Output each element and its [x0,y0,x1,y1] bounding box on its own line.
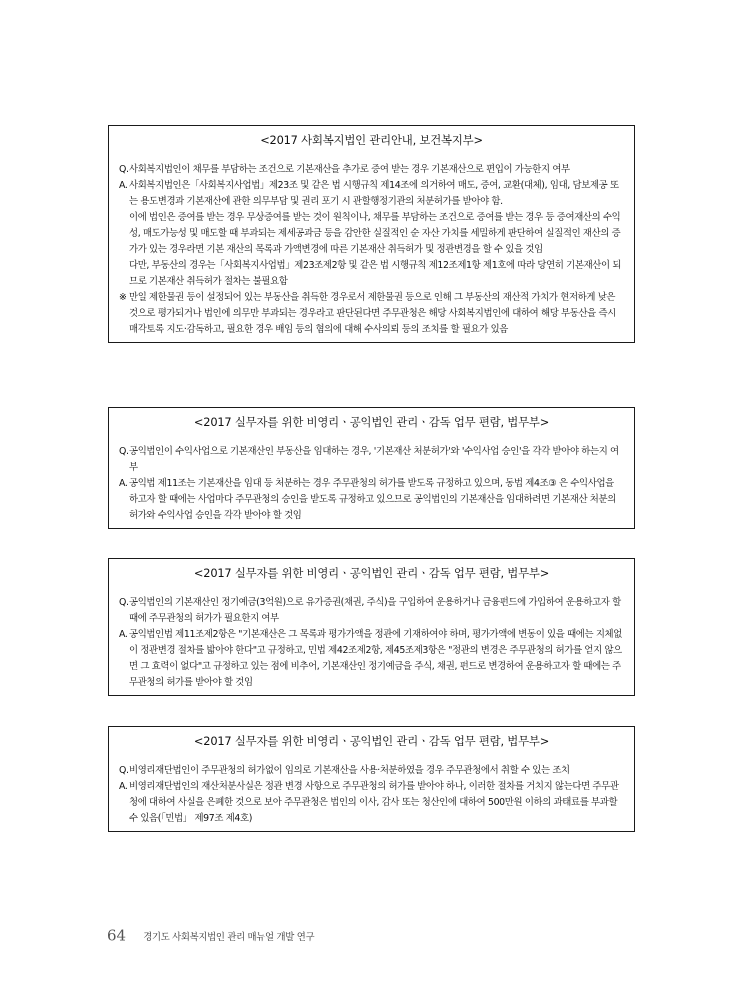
question-item [119,162,624,178]
answer-item [119,476,624,524]
note-item [119,290,624,338]
answer-paragraph: 다만, 부동산의 경우는「사회복지사업법」제23조제2항 및 같은 법 시행규칙 제12조제1항 제1호에 따라 당연히 기본재산이 되므로 기본재산 취득허가 절차는 불필요함 [129,260,622,287]
running-title: 경기도 사회복지법인 관리 매뉴얼 개발 연구 [143,931,315,943]
answer-text: 공익법 제11조는 기본재산을 임대 등 처분하는 경우 주무관청의 허가를 받도록 규정하고 있으며, 동법 제4조③ 은 수익사업을 하고자 할 때에는 사업마다 주무관청의 승인을 받도록 규정하고 있으므로 공익법인의 기본재산을 임대하려면 기본재산 처분의 허가와 수익사업 승인을 각각 받아야 할 것임 [129,478,616,521]
page-footer [107,925,314,945]
answer-marker: A. [119,781,128,792]
qa-box-securities-investment [108,558,635,696]
box-title: <2017 실무자를 위한 비영리ㆍ공익법인 관리ㆍ감독 업무 편람, 법무부> [193,734,550,748]
question-marker: Q. [119,765,129,776]
question-text: 비영리재단법인이 주무관청의 허가없이 임의로 기본재산을 사용·처분하였을 경우 주무관청에서 취할 수 있는 조치 [129,765,570,776]
box-title: <2017 실무자를 위한 비영리ㆍ공익법인 관리ㆍ감독 업무 편람, 법무부> [193,415,550,429]
question-marker: Q. [119,597,129,608]
question-text: 사회복지법인이 채무를 부담하는 조건으로 기본재산을 추가로 증여 받는 경우 기본재산으로 편입이 가능한지 여부 [129,164,570,175]
qa-box-unauthorized-disposal [108,726,635,832]
qa-box-welfare-guide [108,125,635,343]
answer-marker: A. [119,180,128,191]
qa-box-lease-approval [108,407,635,529]
answer-marker: A. [119,629,128,640]
answer-paragraph: 이에 법인은 증여를 받는 경우 무상증여를 받는 것이 원칙이나, 채무를 부담하는 조건으로 증여를 받는 경우 등 증여재산의 수익성, 매도가능성 및 매도할 때 부과되는 제세공과금 등을 감안한 실질적인 순 자산 가치를 세밀하게 판단하여 실질적인 재산의 증가가 있는 경우라면 기본 재산의 목록과 가액변경에 따른 기본재산 취득허가 및 정관변경을 할 수 있을 것임 [129,212,621,255]
question-item [119,595,624,627]
note-text: 만일 제한물권 등이 설정되어 있는 부동산을 취득한 경우로서 제한물권 등으로 인해 그 부동산의 재산적 가치가 현저하게 낮은 것으로 평가되거나 법인에 의무만 부과되는 경우라고 판단된다면 주무관청은 해당 사회복지법인에 대하여 해당 부동산을 즉시 매각토록 지도·감독하고, 필요한 경우 배임 등의 혐의에 대해 수사의뢰 등의 조치를 할 필요가 있음 [129,292,616,335]
page-number: 64 [107,926,127,945]
answer-text: 공익법인법 제11조제2항은 "기본재산은 그 목록과 평가가액을 정관에 기재하여야 하며, 평가가액에 변동이 있을 때에는 지체없이 정관변경 절차를 밟아야 한다"고 규정하고, 민법 제42조제2항, 제45조제3항은 "정관의 변경은 주무관청의 허가를 얻지 않으면 그 효력이 없다"고 규정하고 있는 점에 비추어, 기본재산인 정기예금을 주식, 채권, 펀드로 변경하여 운용하고자 할 때에는 주무관청의 허가를 받아야 할 것임 [129,629,622,688]
answer-paragraph: 사회복지법인은「사회복지사업법」제23조 및 같은 법 시행규칙 제14조에 의거하여 매도, 증여, 교환(대체), 임대, 담보제공 또는 용도변경과 기본재산에 관한 의무부담 및 권리 포기 시 관할행정기관의 처분허가를 받아야 함. [129,180,619,207]
question-text: 공익법인이 수익사업으로 기본재산인 부동산을 임대하는 경우, '기본재산 처분허가'와 '수익사업 승인'을 각각 받아야 하는지 여부 [129,446,619,473]
question-item [119,763,624,779]
answer-item [119,779,624,827]
answer-item [119,627,624,691]
question-marker: Q. [119,164,129,175]
question-text: 공익법인의 기본재산인 정기예금(3억원)으로 유가증권(채권, 주식)을 구입하여 운용하거나 금융펀드에 가입하여 운용하고자 할 때에 주무관청의 허가가 필요한지 여부 [129,597,621,624]
box-title: <2017 실무자를 위한 비영리ㆍ공익법인 관리ㆍ감독 업무 편람, 법무부> [193,566,550,580]
box-title: <2017 사회복지법인 관리안내, 보건복지부> [260,133,483,147]
answer-marker: A. [119,478,128,489]
answer-item [119,178,624,290]
question-marker: Q. [119,446,129,457]
note-marker: ※ [119,292,127,303]
question-item [119,444,624,476]
answer-text: 비영리재단법인의 재산처분사실은 정관 변경 사항으로 주무관청의 허가를 받아야 하나, 이러한 절차를 거치지 않는다면 주무관청에 대하여 사실을 은폐한 것으로 보아 주무관청은 법인의 이사, 감사 또는 청산인에 대하여 500만원 이하의 과태료를 부과할 수 있음(「민법」 제97조 제4호) [129,781,619,824]
